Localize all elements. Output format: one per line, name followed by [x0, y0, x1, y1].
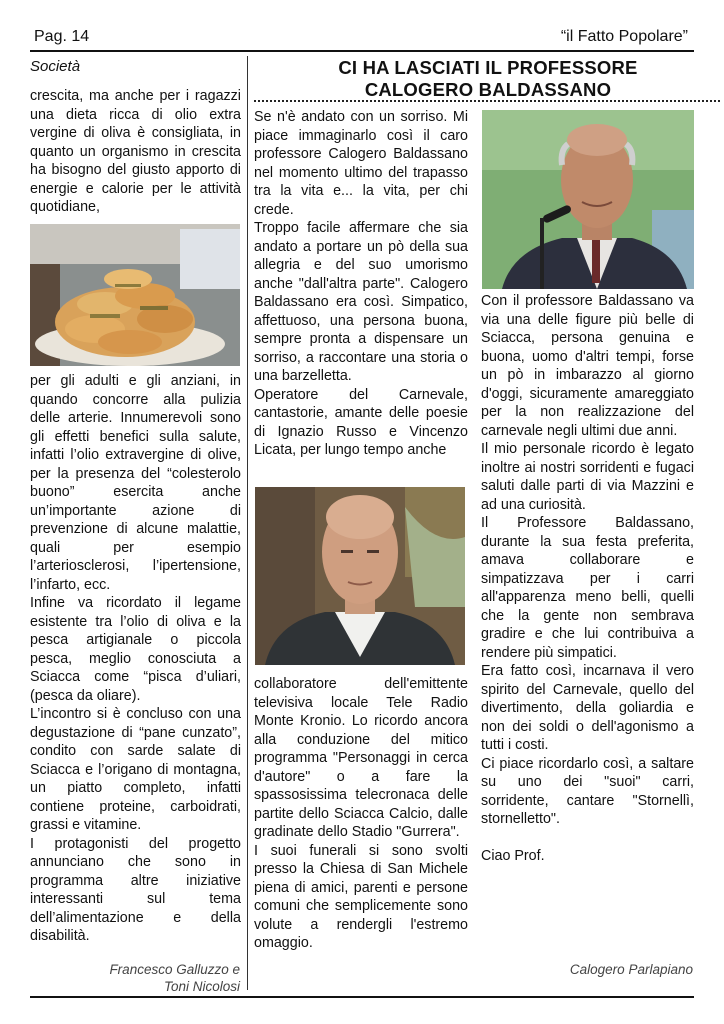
- main-para-8: Il Professore Baldassano, durante la sua festa preferita, amava collaborare e simpatizzava per i carri all'apparenza meno belli, quelli che la gente non sembrava gradire e che lui contribuiva a rendere più simpatici.: [481, 515, 694, 661]
- article-title: [252, 57, 724, 101]
- middle-column-bottom: [254, 675, 468, 953]
- main-article-author: Calogero Parlapiano: [569, 962, 693, 977]
- column-divider-left: [247, 56, 248, 990]
- professor-photo-1: [255, 487, 465, 665]
- main-para-1: Se n'è andato con un sorriso. Mi piace immaginarlo così il caro professore Calogero Baldassano nel momento ultimo del trapasso tra la vita e... la vita, per chi crede.: [254, 109, 468, 218]
- header-rule: [30, 50, 694, 52]
- main-para-5: I suoi funerali si sono svolti presso la Chiesa di San Michele piena di amici, parenti e persone comuni che semplicemente sono volute a rendergli l'estremo omaggio.: [254, 842, 468, 951]
- section-label: Società: [30, 58, 81, 75]
- main-para-11: Ciao Prof.: [481, 847, 545, 864]
- main-para-10: Ci piace ricordarlo così, a saltare su uno dei "suoi" carri, sorridente, cantare "Stornellì, stornelletto".: [481, 755, 694, 827]
- main-para-3: Operatore del Carnevale, cantastorie, amante delle poesie di Ignazio Russo e Vincenzo Licata, per lungo tempo anche: [254, 386, 468, 458]
- left-author-line2: Toni Nicolosi: [163, 979, 240, 994]
- left-para-1: crescita, ma anche per i ragazzi una dieta ricca di olio extra vergine di oliva è consigliata, in quanto un organismo in crescita ha bisogno del giusto apporto di energie e calorie per le attività quotidiane,: [30, 88, 241, 215]
- left-para-2: per gli adulti e gli anziani, in quando concorre alla pulizia delle arterie. Innumerevoli sono gli effetti benefici sulla salute, infatti l’olio extravergine di olive, per la presenza del “colesterolo buono” esercita anche un’importante azione di prevenzione di alcune malattie, quali per esempio l’arteriosclerosi, l’ipertensione, l’infarto, ecc.: [30, 373, 241, 593]
- main-para-2: Troppo facile affermare che sia andato a portare un pò della sua allegria e del suo umorismo anche "dall'altra parte". Calogero Baldassano era così. Simpatico, affettuoso, una persona buona, sempre pronta a dispensare un sorriso, a raccontare una storia o una barzelletta.: [254, 220, 468, 384]
- right-column: [481, 292, 694, 865]
- title-dotted-rule: [254, 100, 720, 102]
- left-para-4: L’incontro si è concluso con una degustazione di “pane cunzato”, condito con sarde salate di Sciacca e l’origano di montagna, un piatto completo, infatti contiene proteine, carboidrati, grassi e vitamine.: [30, 706, 241, 833]
- left-article-author: [30, 961, 240, 995]
- footer-rule: [30, 996, 694, 998]
- page-header: [30, 28, 694, 50]
- main-para-7: Il mio personale ricordo è legato inoltre ai nostri sorridenti e fugaci saluti dalle parti di via Mazzini e ad una curiosità.: [481, 441, 694, 513]
- page-number: Pag. 14: [34, 28, 90, 45]
- sandwich-image: [30, 224, 240, 366]
- left-author-line1: Francesco Galluzzo e: [109, 962, 240, 977]
- left-para-3: Infine va ricordato il legame esistente tra l’olio di oliva e la pesca artigianale o piccola pesca, meglio conosciuta a Sciacca come “pisca d’uliari, (pesca da oliare).: [30, 595, 241, 704]
- article-title-line2: CALOGERO BALDASSANO: [364, 79, 612, 100]
- sandwich-photo: [30, 224, 240, 366]
- article-title-line1: CI HA LASCIATI IL PROFESSORE: [338, 57, 638, 78]
- professor-portrait-image: [255, 487, 465, 665]
- left-para-5: I protagonisti del progetto annunciano che sono in programma altre iniziative interessanti sul tema dell’alimentazione e della disabilità.: [30, 835, 241, 944]
- middle-column-top: [254, 108, 468, 460]
- magazine-name: “il Fatto Popolare”: [560, 28, 688, 45]
- left-column-bottom: [30, 372, 241, 946]
- main-para-4: collaboratore dell'emittente televisiva locale Tele Radio Monte Kronio. Lo ricordo ancora alla conduzione del mitico programma "Personaggi in cerca d'autore" o a fare la spassosissima telecronaca delle partite dello Sciacca Calcio, dalle gradinate dello Stadio "Gurrera".: [254, 676, 468, 840]
- professor-photo-2: [482, 110, 694, 289]
- main-para-6: Con il professore Baldassano va via una delle figure più belle di Sciacca, persona genuina e buona, uomo d'altri tempi, forse un pò in imbarazzo al giorno d'oggi, sicuramente amareggiato per la non realizzazione del carnevale negli ultimi due anni.: [481, 293, 694, 439]
- professor-microphone-image: [482, 110, 694, 289]
- main-para-9: Era fatto così, incarnava il vero spirito del Carnevale, quello del divertimento, della goliardia e non dei soldi o dell'agonismo a tutti i costi.: [481, 663, 694, 753]
- left-column-top: [30, 87, 241, 217]
